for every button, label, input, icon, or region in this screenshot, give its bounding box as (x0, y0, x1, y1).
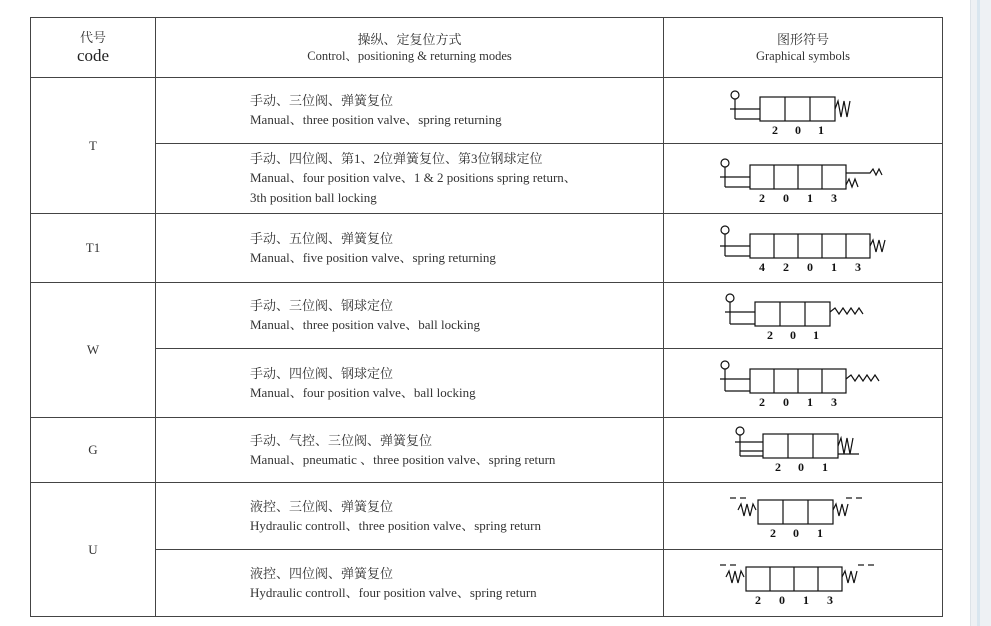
valve-mode-table (30, 17, 943, 617)
symbol-cell (664, 78, 943, 144)
symbol-cell (664, 144, 943, 214)
header-mode (156, 18, 664, 78)
pos-label: 2 (759, 395, 765, 409)
table-row (31, 550, 943, 617)
pos-label: 4 (759, 260, 765, 274)
manual-5pos-spring-icon (718, 222, 888, 274)
hydraulic-4pos-spring-icon (718, 557, 888, 609)
header-code (31, 18, 156, 78)
table-row (31, 144, 943, 214)
manual-4pos-ball-icon (718, 357, 888, 409)
mode-en: Hydraulic controll、four position valve、spring return (250, 584, 537, 600)
table-row (31, 483, 943, 550)
pos-label: 1 (813, 327, 819, 342)
pos-label: 3 (831, 190, 837, 205)
code-cell: T (31, 78, 156, 214)
pos-label: 2 (767, 327, 773, 342)
pos-label: 3 (831, 395, 837, 409)
header-code-cn: 代号 (79, 29, 106, 45)
mode-cn: 手动、四位阀、钢球定位 (250, 365, 394, 381)
header-code-en: code (76, 45, 110, 65)
table-row (31, 78, 943, 144)
pos-label: 2 (772, 122, 778, 137)
symbol-cell (664, 283, 943, 349)
manual-3pos-spring-icon (728, 85, 878, 137)
pos-label: 1 (803, 593, 809, 607)
pos-label: 0 (783, 190, 789, 205)
pos-label: 1 (807, 190, 813, 205)
pos-label: 2 (783, 260, 789, 274)
mode-en: Manual、three position valve、spring returning (250, 112, 502, 127)
table-row (31, 349, 943, 418)
mode-en: Manual、pneumatic 、three position valve、spring return (250, 451, 556, 467)
pos-label: 3 (827, 593, 833, 607)
header-mode-cn: 操纵、定复位方式 (357, 31, 462, 47)
pos-label: 1 (817, 526, 823, 540)
mode-cell (156, 214, 664, 283)
table-header-row (31, 18, 943, 78)
hydraulic-3pos-spring-icon (728, 490, 878, 542)
table-row (31, 283, 943, 349)
code-cell: T1 (31, 214, 156, 283)
mode-cell (156, 550, 664, 617)
mode-cn: 手动、三位阀、弹簧复位 (250, 93, 394, 108)
page-edge-strip (970, 0, 991, 626)
pos-label: 0 (793, 526, 799, 540)
pos-label: 0 (790, 327, 796, 342)
pos-label: 2 (775, 460, 781, 474)
mode-cn: 手动、四位阀、第1、2位弹簧复位、第3位钢球定位 (250, 151, 543, 166)
pos-label: 0 (779, 593, 785, 607)
manual-3pos-ball-icon (723, 290, 883, 342)
mode-cell (156, 483, 664, 550)
mode-cn: 液控、三位阀、弹簧复位 (250, 498, 394, 514)
mode-cell (156, 78, 664, 144)
pos-label: 0 (798, 460, 804, 474)
symbol-cell (664, 349, 943, 418)
symbol-cell (664, 214, 943, 283)
mode-en: Manual、four position valve、ball locking (250, 384, 476, 400)
manual-4pos-spring-ball-icon (718, 153, 888, 205)
header-symbol-en: Graphical symbols (755, 48, 851, 63)
pos-label: 2 (755, 593, 761, 607)
pos-label: 0 (795, 122, 801, 137)
mode-en: Manual、five position valve、spring returning (250, 249, 496, 265)
mode-cn: 液控、四位阀、弹簧复位 (250, 565, 394, 581)
header-symbol (664, 18, 943, 78)
header-mode-en: Control、positioning & returning modes (307, 48, 512, 63)
mode-cell (156, 283, 664, 349)
pos-label: 1 (822, 460, 828, 474)
mode-cn: 手动、三位阀、钢球定位 (250, 298, 394, 313)
mode-cell (156, 349, 664, 418)
mode-cell (156, 418, 664, 483)
table-row (31, 214, 943, 283)
code-cell: G (31, 418, 156, 483)
mode-en: Hydraulic controll、three position valve、spring return (250, 517, 541, 533)
manual-pneumatic-3pos-spring-icon (733, 424, 873, 476)
pos-label: 1 (831, 260, 837, 274)
pos-label: 3 (855, 260, 861, 274)
mode-en: Manual、three position valve、ball locking (250, 317, 480, 332)
mode-en: Manual、four position valve、1 & 2 positions spring return、 (250, 170, 577, 185)
pos-label: 2 (759, 190, 765, 205)
symbol-cell (664, 418, 943, 483)
symbol-cell (664, 483, 943, 550)
table-row (31, 418, 943, 483)
code-cell: U (31, 483, 156, 617)
pos-label: 0 (783, 395, 789, 409)
mode-cn: 手动、五位阀、弹簧复位 (250, 230, 394, 246)
mode-cn: 手动、气控、三位阀、弹簧复位 (250, 432, 433, 448)
pos-label: 2 (770, 526, 776, 540)
pos-label: 1 (807, 395, 813, 409)
mode-cell (156, 144, 664, 214)
pos-label: 0 (807, 260, 813, 274)
pos-label: 1 (818, 122, 824, 137)
symbol-cell (664, 550, 943, 617)
header-symbol-cn: 图形符号 (776, 31, 829, 47)
code-cell: W (31, 283, 156, 418)
mode-en-cont: 3th position ball locking (250, 190, 377, 205)
